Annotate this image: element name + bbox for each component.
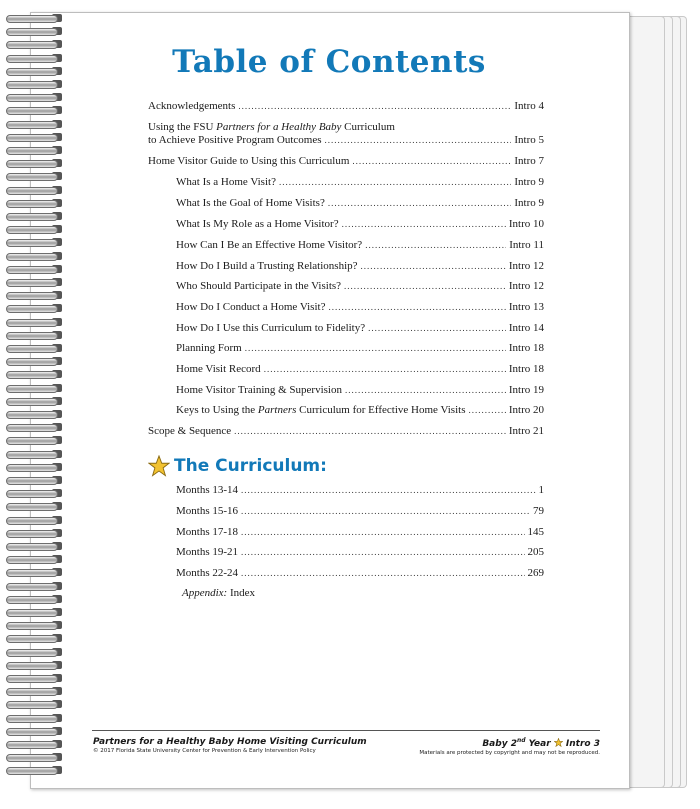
spiral-coil [4,278,64,287]
star-icon [554,738,563,747]
spiral-coil [4,27,64,36]
spiral-coil [4,93,64,102]
toc-subentry[interactable]: Planning Form ..... Intro 18 [176,342,544,354]
spiral-coil [4,357,64,366]
spiral-coil [4,146,64,155]
spiral-coil [4,542,64,551]
spiral-coil [4,568,64,577]
toc-entry[interactable]: Acknowledgements ..... Intro 4 [148,100,544,112]
toc-entry-multiline[interactable]: Using the FSU Partners for a Healthy Baby Curriculum to Achieve Positive Program Outcomes ..... Intro 5 [148,121,544,147]
toc-subentry[interactable]: Who Should Participate in the Visits? ..... Intro 12 [176,280,544,292]
footer-left: Partners for a Healthy Baby Home Visiting Curriculum © 2017 Florida State University Center for Prevention & Early Intervention Policy [93,737,367,754]
spiral-coil [4,225,64,234]
page-number: Intro 3 [565,739,600,749]
spiral-coil [4,133,64,142]
spiral-coil [4,555,64,564]
toc-entry[interactable]: Home Visitor Guide to Using this Curriculum ..... Intro 7 [148,155,544,167]
toc-entry[interactable]: Scope & Sequence ..... Intro 21 [148,425,544,437]
spiral-coil [4,172,64,181]
page-title: Table of Contents [172,44,486,80]
appendix-entry[interactable]: Appendix: Index [182,587,255,599]
spiral-coil [4,291,64,300]
toc-subentry[interactable]: Home Visitor Training & Supervision ..... Intro 19 [176,384,544,396]
spiral-coil [4,529,64,538]
curriculum-entry[interactable]: Months 13-14 ..... 1 [176,484,544,496]
spiral-coil [4,727,64,736]
spiral-binding [0,14,70,784]
spiral-coil [4,621,64,630]
spiral-coil [4,106,64,115]
spiral-coil [4,410,64,419]
spiral-coil [4,476,64,485]
spiral-coil [4,436,64,445]
spiral-coil [4,199,64,208]
spiral-coil [4,674,64,683]
toc-subentry[interactable]: How Can I Be an Effective Home Visitor? ..... Intro 11 [176,239,544,251]
spiral-coil [4,186,64,195]
spiral-coil [4,687,64,696]
spiral-coil [4,80,64,89]
spiral-coil [4,14,64,23]
spiral-coil [4,502,64,511]
spiral-coil [4,714,64,723]
spiral-coil [4,516,64,525]
toc-subentry[interactable]: What Is the Goal of Home Visits? ..... Intro 9 [176,197,544,209]
toc-subentry[interactable]: How Do I Conduct a Home Visit? ..... Intro 13 [176,301,544,313]
curriculum-entry[interactable]: Months 17-18 ..... 145 [176,526,544,538]
spiral-coil [4,423,64,432]
spiral-coil [4,700,64,709]
spiral-coil [4,120,64,129]
footer-divider [92,730,600,731]
spiral-coil [4,304,64,313]
spiral-coil [4,265,64,274]
spiral-coil [4,252,64,261]
curriculum-entry[interactable]: Months 15-16 ..... 79 [176,505,544,517]
toc-subentry[interactable]: What Is My Role as a Home Visitor? ..... Intro 10 [176,218,544,230]
curriculum-entry[interactable]: Months 19-21 ..... 205 [176,546,544,558]
toc-subentry[interactable]: How Do I Build a Trusting Relationship? ..... Intro 12 [176,260,544,272]
star-icon [148,455,170,477]
spiral-coil [4,595,64,604]
spiral-coil [4,331,64,340]
spiral-coil [4,582,64,591]
spiral-coil [4,634,64,643]
spiral-coil [4,766,64,775]
spiral-coil [4,489,64,498]
toc-subentry[interactable]: What Is a Home Visit? ..... Intro 9 [176,176,544,188]
spiral-coil [4,318,64,327]
spiral-coil [4,450,64,459]
toc-subentry[interactable]: Home Visit Record ..... Intro 18 [176,363,544,375]
spiral-coil [4,238,64,247]
toc-subentry[interactable]: Keys to Using the Partners Curriculum for Effective Home Visits ..... Intro 20 [176,404,544,416]
toc-subentry[interactable]: How Do I Use this Curriculum to Fidelity? ..... Intro 14 [176,322,544,334]
curriculum-heading: The Curriculum: [148,452,327,480]
spiral-coil [4,608,64,617]
spiral-coil [4,463,64,472]
spiral-coil [4,370,64,379]
spiral-coil [4,159,64,168]
spiral-coil [4,661,64,670]
spiral-coil [4,212,64,221]
footer-right: Baby 2nd Year Intro 3 Materials are protected by copyright and may not be reproduced. [419,737,600,756]
curriculum-entry[interactable]: Months 22-24 ..... 269 [176,567,544,579]
spiral-coil [4,753,64,762]
spiral-coil [4,740,64,749]
spiral-coil [4,384,64,393]
spiral-coil [4,344,64,353]
spiral-coil [4,648,64,657]
spiral-coil [4,397,64,406]
